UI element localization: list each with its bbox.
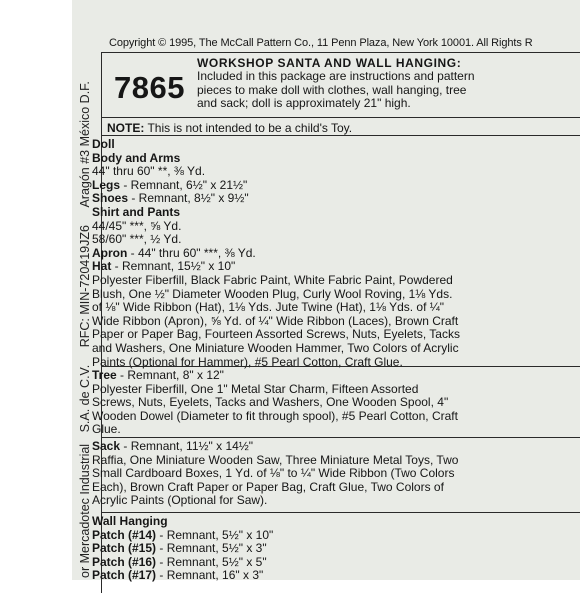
patch-label: Patch (#15) [92,541,157,556]
patch-value: - Remnant, 5½" x 10" [156,527,274,542]
tree-value: - Remnant, 8" x 12" [116,368,224,382]
importer-sa: S.A. de C.V. [78,364,92,433]
importer-rfc: RFC: MIN-720419JZ6 [78,225,92,348]
patch-label: Patch (#16) [92,554,157,569]
doll-section [92,138,512,369]
wall-hanging-heading: Wall Hanging [92,514,168,528]
divider-doll [101,366,580,367]
body-arms-label: Body and Arms [92,150,181,165]
divider-tree [101,437,580,438]
tree-label: Tree [92,368,117,382]
divider-header [101,117,580,118]
note-text: This is not intended to be a child's Toy. [147,121,353,135]
note-line [107,121,352,135]
tree-notions: Polyester Fiberfill, One 1" Metal Star Charm, Fifteen Assorted Screws, Nuts, Eyelets, Tacks and Washers, One Wooden Spool, 4" Wooden Dowel (Diameter to fit through spool), #5 Pearl Cotton, Craft Glue. [92,381,458,437]
copyright-line: Copyright © 1995, The McCall Pattern Co., 11 Penn Plaza, New York 10001. All Rights R [109,37,533,49]
apron-line [92,247,512,261]
shoes-value: - Remnant, 8½" x 9½" [128,191,249,206]
sack-notions: Raffia, One Miniature Wooden Saw, Three Miniature Metal Toys, Two Small Cardboard Boxes, 1 Yd. of ⅛" to ¼" Wide Ribbon (Two Colors Each), Brown Craft Paper or Paper Bag, Craft Glue, Two Colors of Acrylic Paints (Optional for Saw). [92,452,459,508]
importer-side-text [78,81,92,578]
hat-label: Hat [92,259,112,274]
sack-label: Sack [92,439,121,453]
pattern-title: WORKSHOP SANTA AND WALL HANGING: [197,56,462,70]
patch-line [92,542,512,556]
importer-company: or Mercadotec Industrial [78,443,92,578]
patch-line [92,569,512,583]
patch-line [92,556,512,570]
legs-value: - Remnant, 6½" x 21½" [120,177,248,192]
divider-note [101,135,580,136]
note-label: NOTE: [107,121,145,135]
sack-section [92,440,512,508]
wall-hanging-section [92,515,512,583]
shoes-label: Shoes [92,191,129,206]
sack-value: - Remnant, 11½" x 14½" [120,439,254,453]
patch-value: - Remnant, 16" x 3" [156,568,264,583]
sack-line [92,440,512,454]
hat-line [92,260,512,274]
pattern-description: Included in this package are instructions and pattern pieces to make doll with clothes, wall hanging, tree and sack; doll is approximately 21" high. [197,69,475,110]
body-arms-yardage: 44" thru 60" **, ⅜ Yd. [92,164,206,179]
apron-value: - 44" thru 60" ***, ⅜ Yd. [127,245,256,260]
legs-line [92,179,512,193]
tree-line [92,369,512,383]
shirt-pants-yardage-2: 58/60" ***, ½ Yd. [92,232,182,247]
patch-value: - Remnant, 5½" x 5" [156,554,267,569]
patch-value: - Remnant, 5½" x 3" [156,541,267,556]
tree-section [92,369,512,437]
apron-label: Apron [92,245,128,260]
legs-label: Legs [92,177,121,192]
shirt-pants-label: Shirt and Pants [92,204,181,219]
hat-value: - Remnant, 15½" x 10" [111,259,236,274]
doll-heading: Doll [92,137,115,151]
pattern-number: 7865 [114,70,185,105]
patch-line [92,529,512,543]
shirt-pants-yardage-1: 44/45" ***, ⅝ Yd. [92,218,182,233]
doll-notions: Polyester Fiberfill, Black Fabric Paint, White Fabric Paint, Powdered Blush, One ½" Diameter Wooden Plug, Curly Wool Roving, 1⅛ Yds. of ⅛" Wide Ribbon (Hat), 1⅛ Yds. Jute Twine (Hat), 1⅛ Yds. of ¼" Wide Ribbon (Apron), ⅝ Yd. of ¼" Wide Ribbon (Laces), Brown Craft Paper or Paper Bag, Fourteen Assorted Screws, Nuts, Eyelets, Tacks and Washers, One Miniature Wooden Hammer, Two Colors of Acrylic Paints (Optional for Hammer), #5 Pearl Cotton, Craft Glue. [92,272,460,369]
importer-address: Aragón #3 México D.F. [78,81,92,208]
shoes-line [92,192,512,206]
divider-sack [101,512,580,513]
patch-label: Patch (#14) [92,527,157,542]
patch-label: Patch (#17) [92,568,157,583]
